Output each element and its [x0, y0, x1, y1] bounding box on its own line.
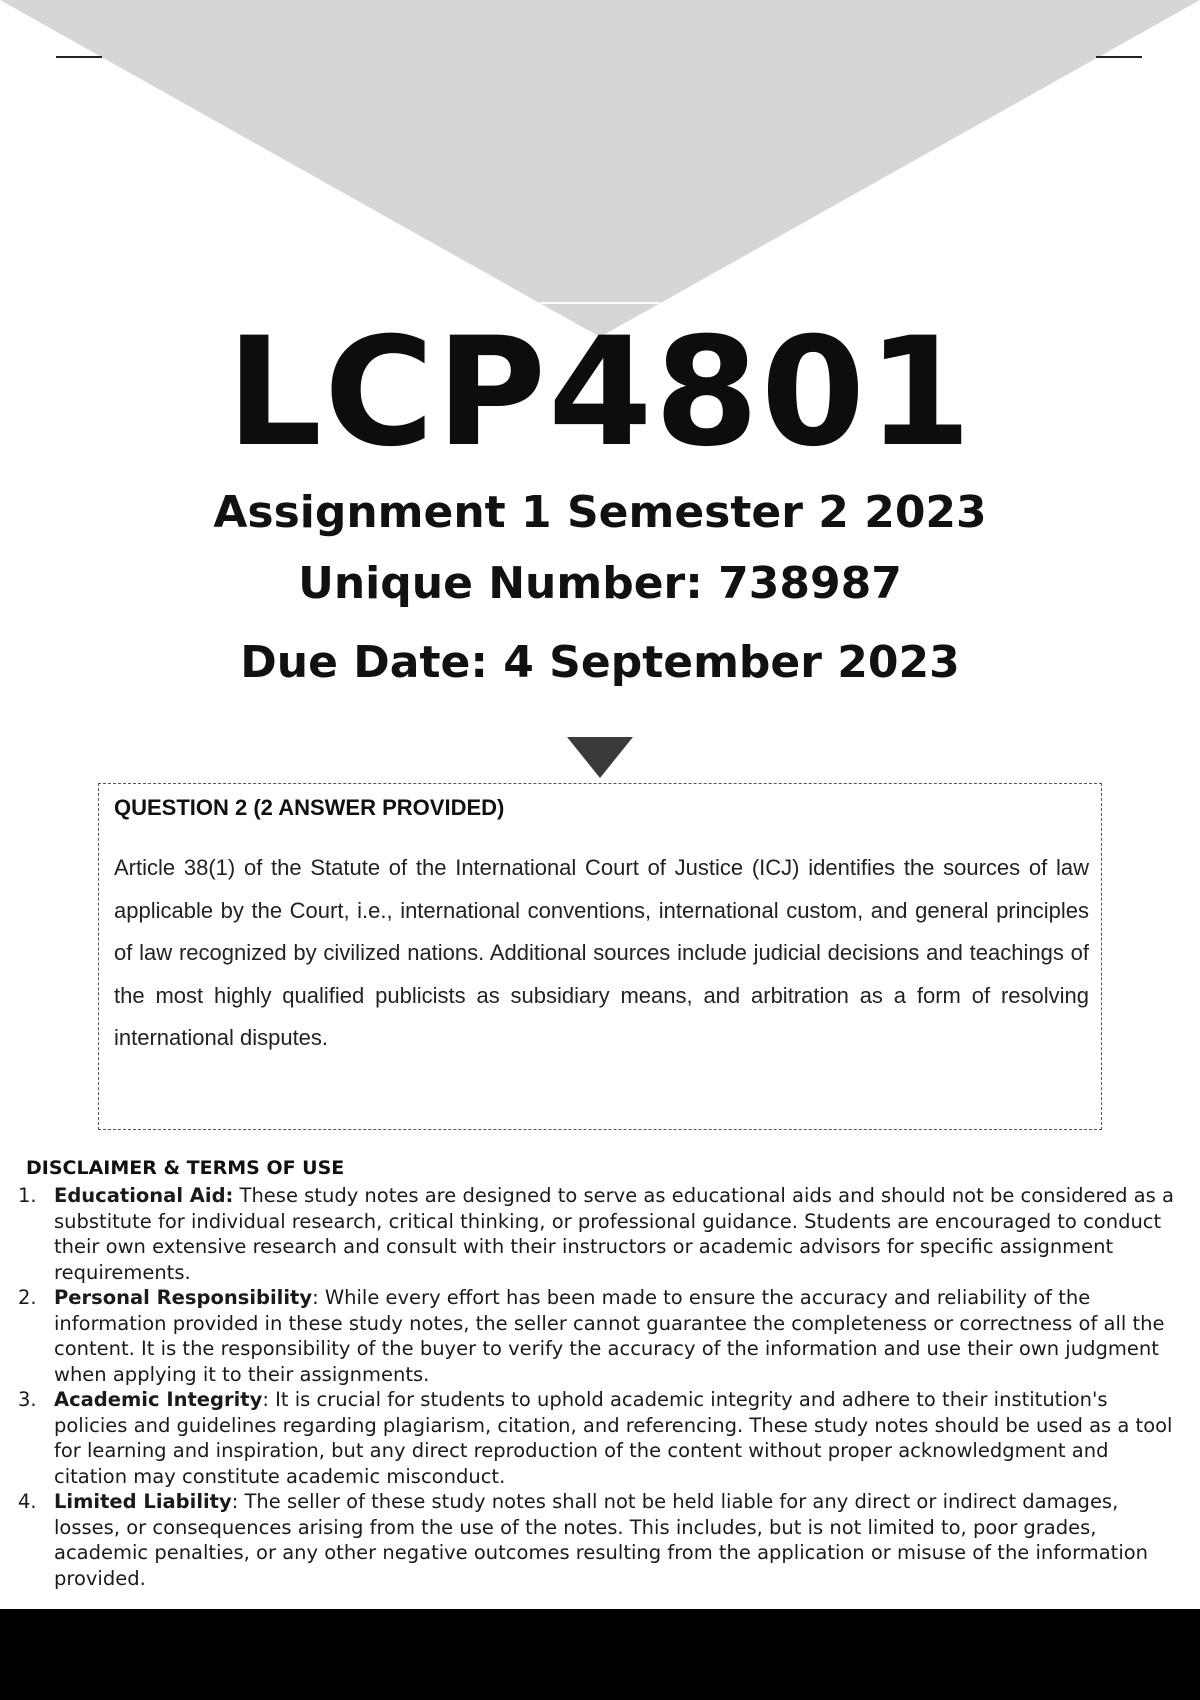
disclaimer-item-heading: Educational Aid: — [54, 1184, 234, 1207]
question-answer-box — [98, 783, 1102, 1130]
disclaimer-item-text: : It is crucial for students to uphold academic integrity and adhere to their institution's policies and guidelines regarding plagiarism, citation, and referencing. These study notes should be used as a tool for learning and inspiration, but any direct reproduction of the content without proper acknowledgment and citation may constitute academic misconduct. — [54, 1388, 1173, 1488]
disclaimer-item-heading: Limited Liability — [54, 1490, 232, 1513]
disclaimer-item — [18, 1183, 1183, 1285]
disclaimer-item-number: 1. — [18, 1184, 37, 1207]
question-answer-text: Article 38(1) of the Statute of the International Court of Justice (ICJ) identifies the sources of law applicable by the Court, i.e., international conventions, international custom, and general principles of law recognized by civilized nations. Additional sources include judicial decisions and teachings of the most highly qualified publicists as subsidiary means, and arbitration as a form of resolving international disputes. — [114, 855, 1089, 1050]
decorative-chevron-banner — [0, 0, 1200, 340]
disclaimer-item-number: 3. — [18, 1388, 37, 1411]
disclaimer-item — [18, 1285, 1183, 1387]
disclaimer-title: DISCLAIMER & TERMS OF USE — [26, 1157, 345, 1179]
corner-rule-left — [56, 56, 102, 58]
disclaimer-item — [18, 1489, 1183, 1591]
disclaimer-item-heading: Personal Responsibility — [54, 1286, 313, 1309]
assignment-line: Assignment 1 Semester 2 2023 — [213, 487, 987, 538]
corner-rule-right — [1096, 56, 1142, 58]
due-date-line: Due Date: 4 September 2023 — [240, 637, 960, 688]
course-code-title: LCP4801 — [226, 306, 974, 480]
disclaimer-item-text: These study notes are designed to serve as educational aids and should not be considered as a substitute for individual research, critical thinking, or professional guidance. Students are encouraged to conduct their own extensive research and consult with their instructors or academic advisors for specific assignment requirements. — [54, 1184, 1174, 1284]
disclaimer-list — [18, 1183, 1183, 1591]
question-title: QUESTION 2 (2 ANSWER PROVIDED) — [114, 795, 505, 820]
disclaimer-item — [18, 1387, 1183, 1489]
disclaimer-item-heading: Academic Integrity — [54, 1388, 263, 1411]
disclaimer-item-number: 4. — [18, 1490, 37, 1513]
disclaimer-item-text: : While every effort has been made to ensure the accuracy and reliability of the information provided in these study notes, the seller cannot guarantee the completeness or correctness of all the content. It is the responsibility of the buyer to verify the accuracy of the information and use their own judgment when applying it to their assignments. — [54, 1286, 1165, 1386]
triangle-down-icon — [567, 737, 633, 779]
unique-number-line: Unique Number: 738987 — [298, 558, 902, 609]
disclaimer-item-number: 2. — [18, 1286, 37, 1309]
disclaimer-item-text: : The seller of these study notes shall not be held liable for any direct or indirect damages, losses, or consequences arising from the use of the notes. This includes, but is not limited to, poor grades, academic penalties, or any other negative outcomes resulting from the application or misuse of the information provided. — [54, 1490, 1149, 1590]
footer-bar — [0, 1609, 1200, 1700]
